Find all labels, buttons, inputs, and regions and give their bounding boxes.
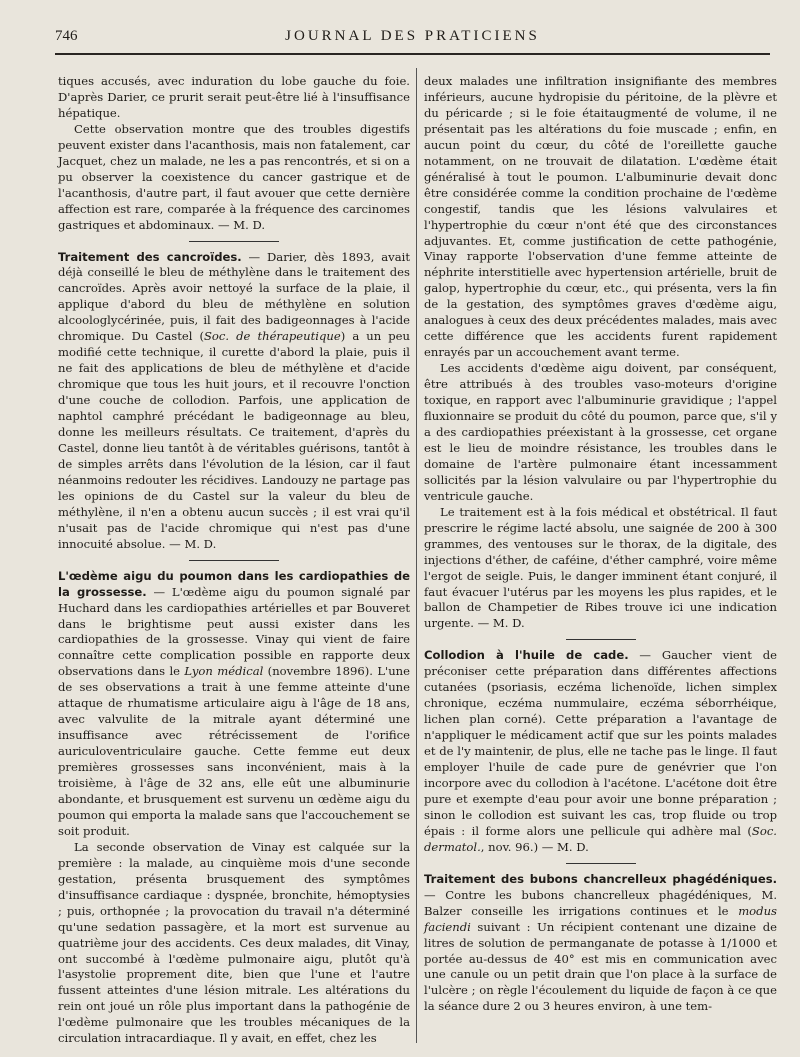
section-text: — Gaucher vient de préconiser cette préparation dans différentes affections cutanées (psoriasis, eczéma lichenoïde, lichen simplex chronique, eczéma nummulaire, eczéma séborrhéique, lichen plan corné). Cette préparation a l'avantage de n'appliquer le médicament actif que sur les points malades et de l'y maintenir, de plus, elle ne tache pas le linge. Il faut employer l'huile de cade pure de genévrier que l'on incorpore avec du collodion à l'acétone. L'acétone doit être pure et exempte d'eau pour avoir une bonne préparation ; sinon le collodion est suivant les cas, trop fluide ou trop épais : il forme alors une pellicule qui adhère mal ( [424, 648, 777, 838]
section-separator [566, 863, 636, 864]
section-separator [566, 639, 636, 640]
reference: Lyon médical [184, 664, 264, 679]
section-text: (novembre 1896). L'une de ses observations a trait à une femme atteinte d'une attaque de rhumatisme articulaire aigu à l'âge de 18 ans, avec valvulite de la mitrale ayant déterminé une insuffisance avec rétrécissement de l'orifice auriculoventriculaire gauche. Cette femme eut deux premières grossesses sans inconvénient, mais à la troisième, à l'âge de 32 ans, elle eût une albuminurie abondante, et brusquement est survenu un œdème aigu du poumon qui emporta la malade sans que l'accouchement se soit produit. [58, 664, 410, 838]
reference: Soc. de thérapeutique [203, 329, 341, 344]
reference: Soc. dermatol. [424, 823, 777, 854]
reference: modus faciendi [424, 903, 777, 934]
section-separator [189, 560, 279, 561]
left-column [58, 74, 410, 1047]
section-text: — Contre les bubons chancrelleux phagédéniques, M. Balzer conseille les irrigations continues et le [424, 887, 777, 918]
continued-paragraph-3: Le traitement est à la fois médical et obstétrical. Il faut prescrire le régime lacté absolu, une saignée de 200 à 300 grammes, des ventouses sur le thorax, de la digitale, des injections d'éther, de caféine, d'éther camphré, voire même l'ergot de seigle. Puis, le danger imminent étant conjuré, il faut évacuer l'utérus par les moyens les plus rapides, et le ballon de Champetier de Ribes trouve ici une indication urgente. — M. D. [424, 504, 777, 631]
continued-paragraph-1: deux malades une infiltration insignifiante des membres inférieurs, aucune hydropisie du péritoine, de la plèvre et du péricarde ; si le foie étaitaugmenté de volume, il ne présentait pas les altérations du foie muscade ; enfin, en aucun point du cœur, du côté de l'oreillette gauche notamment, on ne trouvait de dilatation. L'œdème était généralisé à tout le poumon. L'albuminurie devait donc être considérée comme la condition prochaine de l'œdème congestif, tandis que les lésions valvulaires et l'hypertrophie du cœur n'ont été que des circonstances adjuvantes. Et, comme justification de cette pathogénie, Vinay rapporte l'observation d'une femme atteinte de néphrite interstitielle avec hypertension artérielle, bruit de galop, hypertrophie du cœur, etc., qui présenta, vers la fin de la gestation, des symptômes graves d'œdème aigu, analogues à ceux des deux précédentes malades, mais avec cette différence que les accidents furent rapidement enrayés par un accouchement avant terme. [424, 74, 777, 360]
section-text: ) a un peu modifié cette technique, il curette d'abord la plaie, puis il ne fait des applications de bleu de méthylène et d'acide chromique que tous les huit jours, et il recouvre l'onction d'une couche de collodion. Parfois, une application de naphtol camphré précédant le badigeonnage au bleu, donne les meilleurs résultats. Ce traitement, d'après du Castel, donne lieu tantôt à de véritables guérisons, tantôt à de simples arrêts dans l'évolution de la lésion, car il faut néanmoins redouter les récidives. Landouzy ne partage pas les opinions de du Castel sur la valeur du bleu de méthylène, il n'en a obtenu aucun succès ; il est vrai qu'il n'usait pas de l'acide chromique qui n'est pas d'une innocuité absolue. — M. D. [58, 329, 411, 551]
section-text: suivant : Un récipient contenant une dizaine de litres de solution de permanganate de potasse à 1/1000 et portée au-dessus de 40° est mis en communication avec une canule ou un petit drain que l'on place à la surface de l'ulcère ; on règle l'écoulement du liquide de façon à ce que la séance dure 2 ou 3 heures environ, à une tem- [424, 919, 777, 1014]
section-text: — L'œdème aigu du poumon signalé par Huchard dans les cardiopathies artérielles et par Bouveret dans le brightisme peut aussi exister dans les cardiopathies de la grossesse. Vinay qui vient de faire connaître cette complication possible en rapporte deux observations dans le [58, 584, 410, 679]
section-title-oedeme: L'œdème aigu du poumon dans les cardiopathies de la grossesse. [58, 568, 410, 599]
section-title-collodion: Collodion à l'huile de cade. [424, 648, 629, 663]
continued-paragraph-2: Les accidents d'œdème aigu doivent, par conséquent, être attribués à des troubles vaso-moteurs d'origine toxique, en rapport avec l'albuminurie gravidique ; l'appel fluxionnaire se produit du côté du poumon, parce que, s'il y a des cardiopathies préexistant à la grossesse, cet organe est le lieu de moindre résistance, les troubles dans le domaine de l'artère pulmonaire étant incessamment sollicités par la lésion valvulaire ou par l'hypertrophie du ventricule gauche. [424, 361, 777, 503]
page-header [55, 28, 770, 50]
section-separator [189, 241, 279, 242]
section-title-cancroides: Traitement des cancroïdes. [58, 249, 242, 264]
right-column [424, 74, 777, 1015]
section-text: — Darier, dès 1893, avait déjà conseillé le bleu de méthylène dans le traitement des cancroïdes. Après avoir nettoyé la surface de la plaie, il applique d'abord du bleu de méthylène en solution alcoologlycérinée, puis, il fait des badigeonnages à l'acide chromique. Du Castel ( [58, 249, 410, 344]
section-text: , nov. 96.) — M. D. [480, 839, 589, 854]
section-title-bubons: Traitement des bubons chancrelleux phagédéniques. [424, 871, 777, 886]
oedeme-paragraph-2: La seconde observation de Vinay est calquée sur la première : la malade, au cinquième mois d'une seconde gestation, présenta brusquement des symptômes d'insuffisance cardiaque : dyspnée, bronchite, hémoptysies ; puis, orthopnée ; la provocation du travail n'a déterminé qu'une sedation passagère, et la mort est survenue au quatrième jour des accidents. Ces deux malades, dit Vinay, ont succombé à l'œdème pulmonaire aigu, plutôt qu'à l'asystolie proprement dite, bien que l'une et l'autre fussent atteintes d'une lésion mitrale. Les altérations du rein ont joué un rôle plus important dans la pathogénie de l'œdème pulmonaire que les troubles mécaniques de la circulation intracardiaque. Il y avait, en effet, chez les [58, 839, 410, 1046]
page-number: 746 [55, 28, 78, 44]
journal-title: JOURNAL DES PRATICIENS [285, 28, 540, 44]
intro-paragraph-2: Cette observation montre que des troubles digestifs peuvent exister dans l'acanthosis, mais non fatalement, car Jacquet, chez un malade, ne les a pas rencontrés, et si on a pu observer la coexistence du cancer gastrique et de l'acanthosis, d'autre part, il faut avouer que cette dernière affection est rare, comparée à la fréquence des carcinomes gastriques et abdominaux. — M. D. [58, 121, 410, 232]
intro-paragraph-1: tiques accusés, avec induration du lobe gauche du foie. D'après Darier, ce prurit serait peut-être lié à l'insuffisance hépatique. [58, 74, 410, 120]
header-rule [55, 53, 770, 55]
column-divider [416, 68, 417, 1043]
